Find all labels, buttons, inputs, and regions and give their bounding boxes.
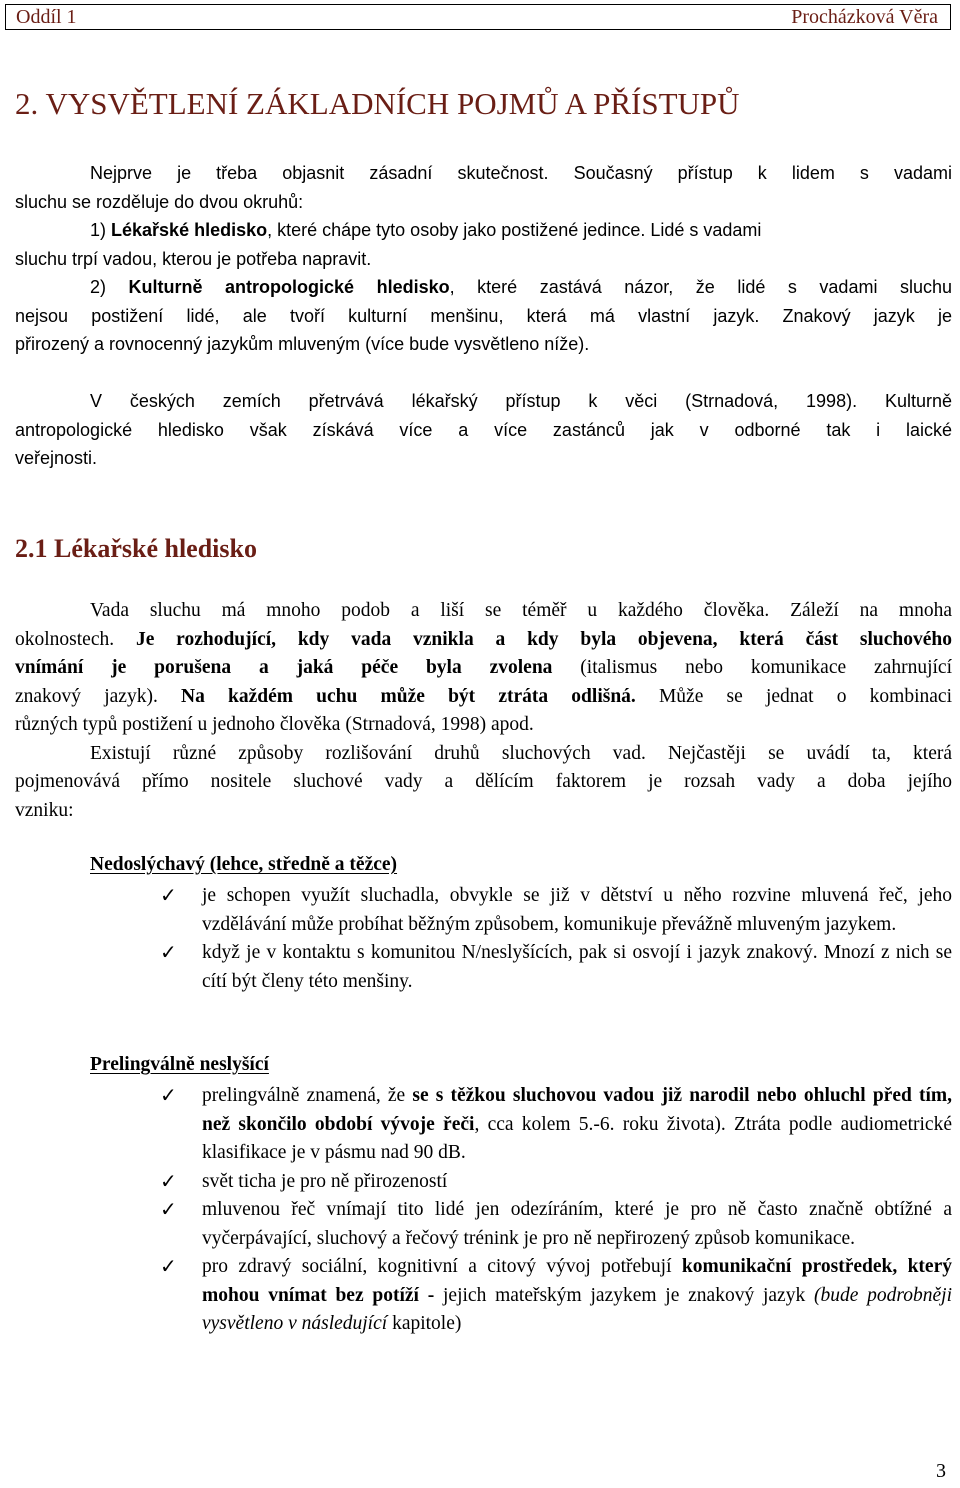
prelingual-list [160, 1082, 952, 1339]
medical-line: vzniku: [15, 799, 74, 821]
intro-line: sluchu trpí vadou, kterou je potřeba napravit. [15, 248, 372, 269]
intro-item-2: 2) Kulturně antropologické hledisko, které zastává názor, že lidé s vadami sluchu [90, 277, 952, 297]
medical-line: Vada sluchu má mnoho podob a liší se téměř u každého člověka. Záleží na mnoha [90, 600, 952, 621]
intro-line: Nejprve je třeba objasnit zásadní skutečnost. Současný přístup k lidem s vadami [90, 163, 952, 183]
medical-line: vnímání je porušena a jaká péče byla zvolena (italismus nebo komunikace zahrnující [15, 657, 952, 678]
intro-line: nejsou postižení lidé, ale tvoří kulturní menšinu, která má vlastní jazyk. Znakový jazyk je [15, 305, 952, 326]
list-item: ✓ prelingválně znamená, že se s těžkou sluchovou vadou již narodil nebo ohluchl před tím, než skončilo období vývoje řeči, cca kolem 5.-6. roku života). Ztráta podle audiometrické klasifikace je v pásmu nad 90 dB. [160, 1082, 952, 1168]
medical-line: znakový jazyk). Na každém uchu může být ztráta odlišná. Může se jednat o kombinaci [15, 685, 952, 707]
approach-line: antropologické hledisko však získává více a více zastánců jak v odborné tak i laické [15, 419, 952, 440]
list-item: ✓ mluvenou řeč vnímají tito lidé jen odezíráním, které je pro ně často značně obtížné a vyčerpávající, sluchový a řečový trénink je pro ně nepřirozený způsob komunikace. [160, 1196, 952, 1253]
chapter-title: 2. VYSVĚTLENÍ ZÁKLADNÍCH POJMŮ A PŘÍSTUPŮ [15, 86, 740, 121]
list-item: ✓ svět ticha je pro ně přirozeností [160, 1168, 952, 1197]
section-title: 2.1 Lékařské hledisko [15, 534, 257, 563]
list-item: ✓ pro zdravý sociální, kognitivní a citový vývoj potřebují komunikační prostředek, který mohou vnímat bez potíží - jejich mateřským jazykem je znakový jazyk (bude podrobněji vysvětleno v následující kapitole) [160, 1253, 952, 1339]
approach-line: veřejnosti. [15, 448, 98, 468]
approach-line: V českých zemích přetrvává lékařský přístup k věci (Strnadová, 1998). Kulturně [90, 391, 952, 411]
intro-line: přirozený a rovnocenný jazykům mluveným (více bude vysvětleno níže). [15, 334, 590, 354]
approach-paragraph [15, 387, 952, 473]
intro-paragraph [15, 159, 952, 359]
intro-line: sluchu se rozděluje do dvou okruhů: [15, 191, 304, 212]
checkmark-icon: ✓ [160, 1199, 177, 1221]
header-author: Procházková Věra [791, 5, 938, 28]
category-heading-hard-of-hearing: Nedoslýchavý (lehce, středně a těžce) [90, 854, 398, 875]
list-item: ✓ je schopen využít sluchadla, obvykle se již v dětství u něho rozvine mluvená řeč, jeho vzdělávání může probíhat běžným způsobem, komunikuje převážně mluveným jazykem. [160, 882, 952, 939]
checkmark-icon: ✓ [160, 885, 177, 907]
page-number: 3 [936, 1460, 946, 1482]
hard-of-hearing-list [160, 882, 952, 996]
medical-line: pojmenovává přímo nositele sluchové vady a dělícím faktorem je rozsah vady a doba jejího [15, 771, 952, 792]
checkmark-icon: ✓ [160, 1256, 177, 1278]
checkmark-icon: ✓ [160, 1085, 177, 1107]
category-heading-prelingual: Prelingválně neslyšící [90, 1054, 269, 1075]
medical-line: okolnostech. Je rozhodující, kdy vada vznikla a kdy byla objevena, která část sluchového [15, 628, 953, 650]
medical-line: Existují různé způsoby rozlišování druhů sluchových vad. Nejčastěji se uvádí ta, která [90, 742, 952, 764]
medical-paragraph [15, 597, 952, 825]
checkmark-icon: ✓ [160, 942, 177, 964]
page-header [5, 4, 951, 30]
medical-line: různých typů postižení u jednoho člověka (Strnadová, 1998) apod. [15, 714, 534, 735]
checkmark-icon: ✓ [160, 1170, 177, 1193]
intro-item-1: 1) Lékařské hledisko, které chápe tyto osoby jako postižené jedince. Lidé s vadami [90, 220, 762, 240]
list-item: ✓ když je v kontaktu s komunitou N/neslyšících, pak si osvojí i jazyk znakový. Mnozí z nich se cítí být členy této menšiny. [160, 939, 952, 996]
header-section: Oddíl 1 [16, 5, 77, 28]
